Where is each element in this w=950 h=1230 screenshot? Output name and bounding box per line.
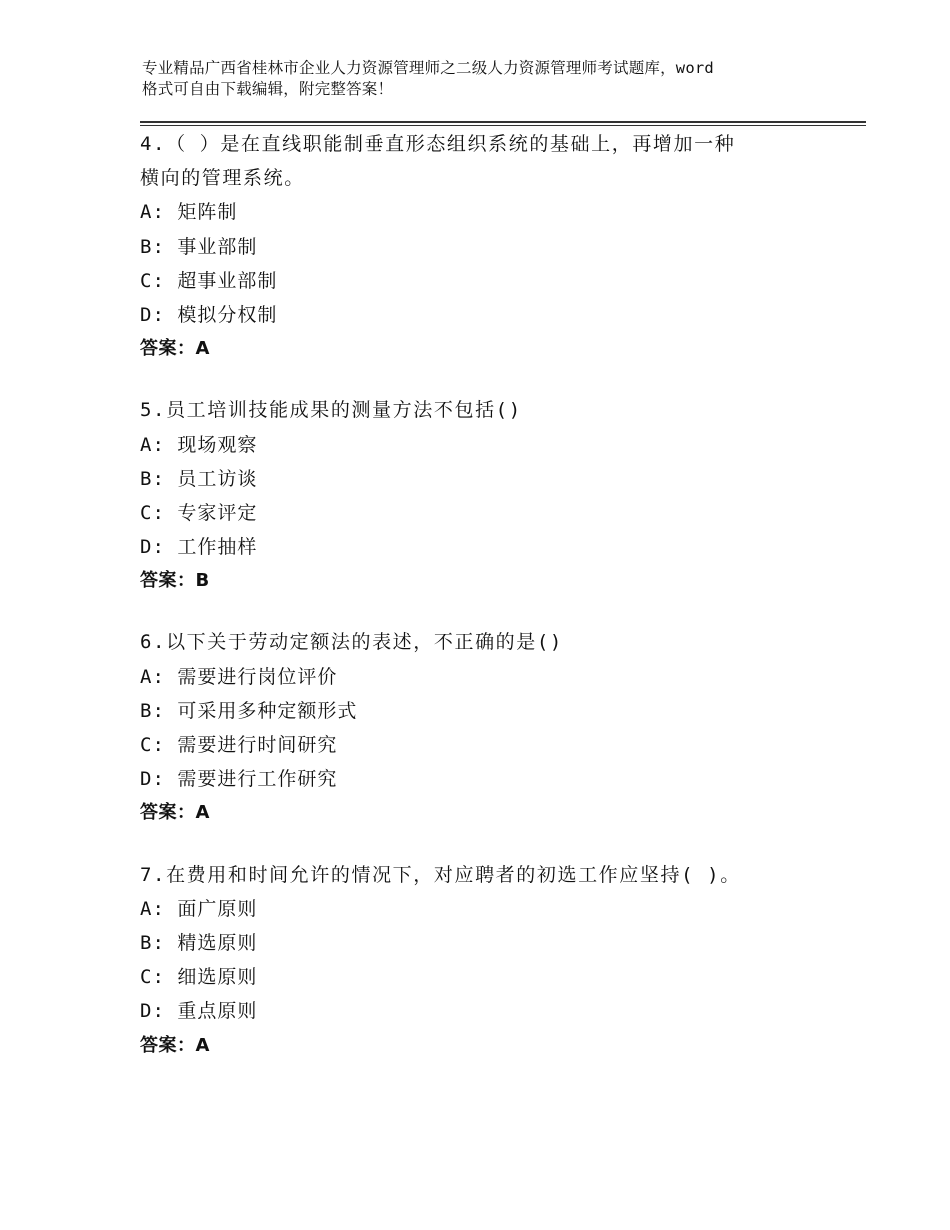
option-d: D: 重点原则 — [140, 1000, 258, 1023]
header-rule-thick — [140, 121, 866, 123]
question-7 — [140, 858, 840, 1063]
option-c: C: 专家评定 — [140, 501, 258, 524]
option-a: A: 矩阵制 — [140, 201, 238, 224]
option-d: D: 模拟分权制 — [140, 303, 278, 326]
option-b: B: 可采用多种定额形式 — [140, 699, 358, 722]
option-a: A: 面广原则 — [140, 897, 258, 920]
option-c: C: 细选原则 — [140, 966, 258, 989]
header-line-1: 专业精品广西省桂林市企业人力资源管理师之二级人力资源管理师考试题库，word — [142, 59, 714, 77]
question-stem-line: 7.在费用和时间允许的情况下，对应聘者的初选工作应坚持( )。 — [140, 863, 741, 886]
question-6 — [140, 625, 840, 830]
answer-line: 答案：B — [140, 570, 210, 592]
document-header — [142, 58, 842, 100]
option-c: C: 需要进行时间研究 — [140, 734, 338, 756]
option-b: B: 事业部制 — [140, 235, 258, 258]
answer-line: 答案：A — [140, 1034, 210, 1056]
option-b: B: 精选原则 — [140, 931, 258, 954]
option-d: D: 需要进行工作研究 — [140, 768, 338, 791]
answer-line: 答案：A — [140, 338, 210, 360]
option-c: C: 超事业部制 — [140, 269, 278, 292]
option-a: A: 现场观察 — [140, 433, 258, 456]
question-4 — [140, 127, 840, 366]
option-a: A: 需要进行岗位评价 — [140, 665, 338, 688]
option-d: D: 工作抽样 — [140, 536, 258, 559]
question-stem-line: 6.以下关于劳动定额法的表述，不正确的是() — [140, 631, 563, 654]
header-line-2: 格式可自由下载编辑，附完整答案！ — [142, 80, 394, 98]
header-rule-thin — [140, 125, 866, 126]
option-b: B: 员工访谈 — [140, 467, 258, 490]
question-stem-line: 横向的管理系统。 — [140, 167, 305, 190]
question-list — [140, 127, 840, 1090]
question-stem-line: 4.（ ）是在直线职能制垂直形态组织系统的基础上，再增加一种 — [140, 133, 736, 155]
question-5 — [140, 393, 840, 598]
answer-line: 答案：A — [140, 802, 210, 824]
question-stem-line: 5.员工培训技能成果的测量方法不包括() — [140, 399, 522, 422]
